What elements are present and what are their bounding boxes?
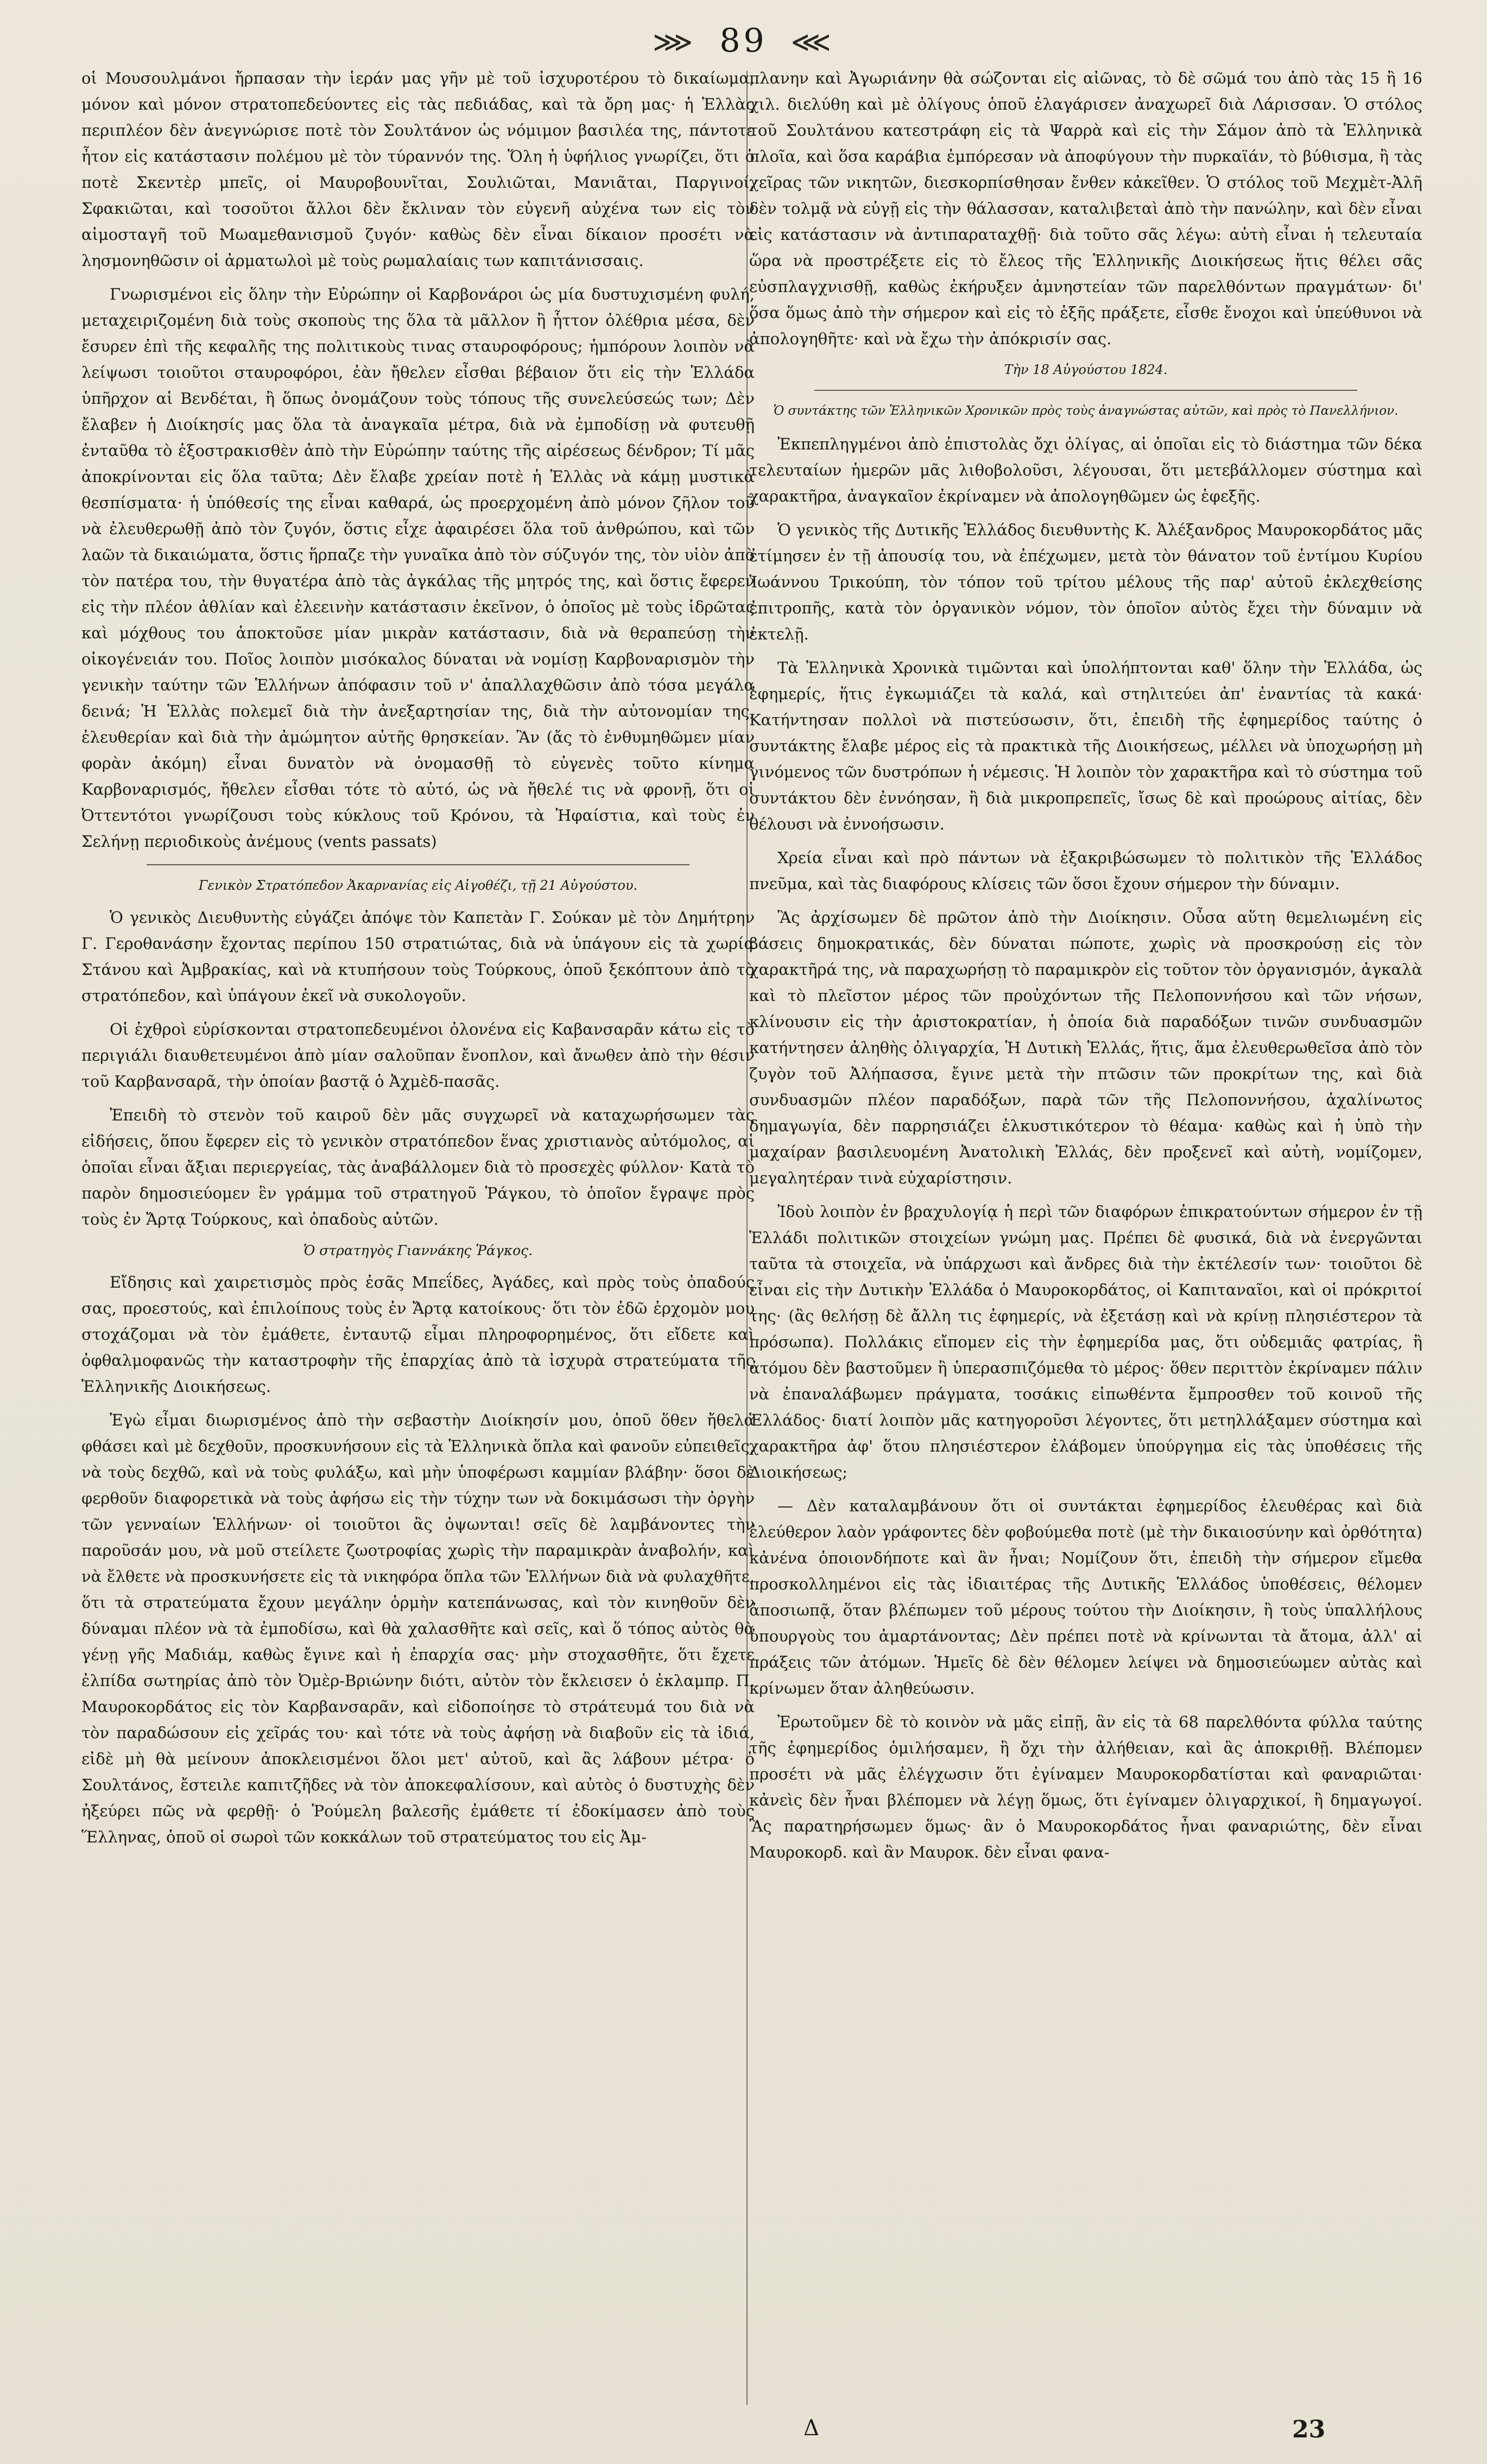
signature-mark: Δ (803, 2416, 819, 2441)
right-paragraph-8: — Δὲν καταλαμβάνουν ὅτι οἱ συντάκται ἐφημερίδος ἐλευθέρας καὶ διὰ ἐλεύθερον λαὸν γράφοντες δὲν φοβούμεθα ποτὲ (μὲ τὴν δικαιοσύνην καὶ ὀρθότητα) κἀνένα ὁποιονδήποτε καὶ ἂν ἦναι; Νομίζουν ὅτι, ἐπειδὴ τὴν σήμερον εἴμεθα προσκολλημένοι εἰς τὰς ἰδιαιτέρας τῆς Δυτικῆς Ἑλλάδος ὑποθέσεις, θέλομεν ἀποσιωπᾷ, ὅταν βλέπωμεν τοῦ μέρους τούτου τὴν Διοίκησιν, ἢ τοὺς ὑπαλλήλους ὑπουργοὺς του ἁμαρτάνοντας; Δὲν πρέπει ποτὲ νὰ κρίνωνται τὰ ἄτομα, ἀλλ' αἱ πράξεις τῶν ἀτόμων. Ἡμεῖς δὲ δὲν θέλομεν λείψει νὰ δημοσιεύωμεν αὐτὰς καὶ κρίνωμεν ὅταν ἀληθεύωσιν. (749, 1497, 1422, 1697)
left-paragraph-5: Ἐπειδὴ τὸ στενὸν τοῦ καιροῦ δὲν μᾶς συγχωρεῖ νὰ καταχωρήσωμεν τὰς εἰδήσεις, ὅπου ἔφερεν εἰς τὸ γενικὸν στρατόπεδον ἕνας χριστιανὸς αὐτόμολος, αἱ ὁποῖαι εἶναι ἄξιαι περιεργείας, τὰς ἀναβάλλομεν διὰ τὸ προσεχὲς φύλλον· Κατὰ τὸ παρὸν δημοσιεύομεν ἓν γράμμα τοῦ στρατηγοῦ Ῥάγκου, τὸ ὁποῖον ἔγραψε πρὸς τοὺς ἐν Ἄρτᾳ Τούρκους, καὶ ὀπαδοὺς αὐτῶν. (81, 1106, 755, 1228)
left-paragraph-4: Οἱ ἐχθροὶ εὑρίσκονται στρατοπεδευμένοι ὀλονένα εἰς Καβανσαρᾶν κάτω εἰς τὸ περιγιάλι διαυθετευμένοι ἀπὸ μίαν σαλοῦπαν ἔνοπλον, καὶ ἄνωθεν ἀπὸ τὴν θέσιν τοῦ Καρβανσαρᾶ, τὴν ὁποίαν βαστᾷ ὁ Ἀχμὲδ-πασᾶς. (81, 1020, 755, 1091)
right-ornament: ⋘ (790, 26, 834, 59)
section-rule (814, 390, 1357, 391)
section-rule (147, 864, 689, 865)
letter-signature: Ὁ στρατηγὸς Γιαννάκης Ῥάγκος. (303, 1243, 533, 1258)
left-paragraph-2: Γνωρισμένοι εἰς ὅλην τὴν Εὐρώπην οἱ Καρβονάροι ὡς μία δυστυχισμένη φυλή, μεταχειριζομένη διὰ τοὺς σκοποὺς της ὅλα τὰ μᾶλλον ἢ ἧττον ὀλέθρια μέσα, δὲν ἔσυρεν ἐπὶ τῆς κεφαλῆς της πολιτικοὺς τινας σταυροφόρους; ἠμπόρουν λοιπὸν νὰ λείψωσι τοιοῦτοι σταυροφόροι, ἐὰν ἤθελεν εἶσθαι βέβαιον ὅτι εἰς τὴν Ἑλλάδα ὑπῆρχον αἱ Βενδέται, ἢ ὅπως ὀνομάζουν τοὺς τόπους τῆς συνελεύσεώς των; Δὲν ἔλαβεν ἡ Διοίκησίς μας ὅλα τὰ ἀναγκαῖα μέτρα, διὰ νὰ ἐμποδίσῃ νὰ φυτευθῇ ἐνταῦθα τὸ ἐξοστρακισθὲν ἀπὸ τὴν Εὐρώπην ταύτης τῆς αἱρέσεως δένδρον; Τί μᾶς ἀποκρίνονται εἰς ὅλα ταῦτα; Δὲν ἔλαβε χρείαν ποτὲ ἡ Ἑλλὰς νὰ κάμῃ μυστικὰ θεσπίσματα· ἡ ὑπόθεσίς της εἶναι καθαρά, ὡς προερχομένη ἀπὸ μόνον ζῆλον τοῦ νὰ ἐλευθερωθῇ ἀπὸ τὸν ζυγόν, ὅστις εἶχε ἀφαιρέσει ὅλα τοῦ ἀνθρώπου, καὶ τῶν λαῶν τὰ δικαιώματα, ὅστις ἥρπαζε τὴν γυναῖκα ἀπὸ τὸν σύζυγόν της, τὸν υἱὸν ἀπὸ τὸν πατέρα του, τὴν θυγατέρα ἀπὸ τὰς ἀγκάλας τῆς μητρός της, καὶ ὅστις ἔφερεν εἰς τὴν πλέον ἀθλίαν καὶ ἐλεεινὴν κατάστασιν ἐκεῖνον, ὁ ὁποῖος μὲ τοὺς ἱδρῶτας καὶ μόχθους του ἀποκτοῦσε μίαν μικρὰν κατάστασιν, διὰ νὰ θεραπεύσῃ τὴν οἰκογένειάν του. Ποῖος λοιπὸν μισόκαλος δύναται νὰ νομίσῃ Καρβοναρισμὸν τὴν γενικὴν ταύτην τῶν Ἑλλήνων ἀπόφασιν τοῦ ν' ἀπαλλαχθῶσιν ἀπὸ τόσα μεγάλα δεινά; Ἡ Ἑλλὰς πολεμεῖ διὰ τὴν ἀνεξαρτησίαν της, διὰ τὴν αὐτονομίαν της, ἐλευθερίαν καὶ διὰ τὴν ἀμώμητον αὐτῆς θρησκείαν. Ἂν (ἄς τὸ ἐνθυμηθῶμεν μίαν φορὰν ἀκόμη) εἶναι δυνατὸν νὰ ὀνομασθῇ τὸ εὐγενὲς τοῦτο κίνημα Καρβοναρισμός, ἤθελεν εἶσθαι τότε τὸ αὐτό, ὡς νὰ ἤθελέ τις νὰ φρονῇ, ὅτι οἱ Ὀττεντότοι γνωρίζουσι τοὺς κύκλους τοῦ Κρόνου, τὰ Ἡφαίστια, καὶ τοὺς ἐν Σελήνῃ περιοδικοὺς ἀνέμους (vents passats) (81, 285, 755, 851)
page-number: 89 (719, 22, 768, 60)
right-paragraph-1: πλανην καὶ Ἀγωριάνην θὰ σώζονται εἰς αἰῶνας, τὸ δὲ σῶμά του ἀπὸ τὰς 15 ἢ 16 χιλ. διελύθη καὶ μὲ ὀλίγους ὁποῦ ἐλαγάρισεν ἀναχωρεῖ διὰ Λάρισσαν. Ὁ στόλος τοῦ Σουλτάνου κατεστράφη εἰς τὰ Ψαρρὰ καὶ εἰς τὴν Σάμον ἀπὸ τὰ Ἑλληνικὰ πλοῖα, καὶ ὅσα καράβια ἐμπόρεσαν νὰ ἀποφύγουν τὴν πυρκαϊάν, τὸ βύθισμα, ἢ τὰς χεῖρας τῶν νικητῶν, διεσκορπίσθησαν ἔνθεν κἀκεῖθεν. Ὁ στόλος τοῦ Μεχμὲτ-Ἀλῆ δὲν τολμᾷ νὰ εὐγῇ εἰς τὴν θάλασσαν, καταλιβεταὶ ἀπὸ τὴν πανώλην, καὶ δὲν εἶναι εἰς κατάστασιν νὰ ἀντιπαραταχθῇ· διὰ τοῦτο σᾶς λέγω: αὐτὴ εἶναι ἡ τελευταία ὥρα νὰ προστρέξετε εἰς τὸ ἔλεος τῆς Ἑλληνικῆς Διοικήσεως ἥτις θέλει σᾶς εὐσπλαγχνισθῇ, καθὼς ἐκήρυξεν ἀμνηστείαν τῶν παρελθόντων πραγμάτων· δι' ὅσα ὅμως ἀπὸ τὴν σήμερον καὶ εἰς τὸ ἑξῆς πράξετε, εἶσθε ἔνοχοι καὶ ὑπεύθυνοι νὰ ἀπολογηθῆτε· καὶ νὰ ἔχω τὴν ἀπόκρισίν σας. (749, 69, 1422, 348)
left-paragraph-3: Ὁ γενικὸς Διευθυντὴς εὐγάζει ἀπόψε τὸν Καπετὰν Γ. Σούκαν μὲ τὸν Δημήτρην Γ. Γεροθανάσην ἔχοντας περίπου 150 στρατιώτας, διὰ νὰ ὑπάγουν εἰς τὰ χωρία Στάνου καὶ Ἀμβρακίας, καὶ νὰ κτυπήσουν τοὺς Τούρκους, ὁποῦ ξεκόπτουν ἀπὸ τὸ στρατόπεδον, καὶ ὑπάγουν ἐκεῖ νὰ συκολογοῦν. (81, 908, 755, 1005)
editorial-heading: Ὁ συντάκτης τῶν Ἑλληνικῶν Χρονικῶν πρὸς τοὺς ἀναγνώστας αὐτῶν, καὶ πρὸς τὸ Πανελλήνιον. (773, 404, 1399, 418)
letter-date: Τὴν 18 Αὐγούστου 1824. (1004, 362, 1168, 377)
sheet-number: 23 (1292, 2416, 1326, 2443)
right-paragraph-3: Ὁ γενικὸς τῆς Δυτικῆς Ἑλλάδος διευθυντὴς Κ. Ἀλέξανδρος Μαυροκορδάτος μᾶς ἐτίμησεν ἐν τῇ ἀπουσίᾳ του, νὰ ἐπέχωμεν, μετὰ τὸν θάνατον τοῦ ἐντίμου Κυρίου Ἰωάννου Τρικούπη, τὸν τόπον τοῦ τρίτου μέλους τῆς παρ' αὐτοῦ ἐκλεχθείσης ἐπιτροπῆς, κατὰ τὸν ὀργανικὸν νόμον, τὸν ὁποῖον αὐτὸς ἔχει τὴν δύναμιν νὰ ἐκτελῇ. (749, 521, 1422, 643)
camp-dateline: Γενικὸν Στρατόπεδον Ἀκαρνανίας εἰς Αἰγοθέζι, τῇ 21 Αὐγούστου. (198, 878, 638, 893)
right-column (749, 65, 1422, 2416)
right-paragraph-6: Ἂς ἀρχίσωμεν δὲ πρῶτον ἀπὸ τὴν Διοίκησιν. Οὖσα αὕτη θεμελιωμένη εἰς βάσεις δημοκρατικάς, δὲν δύναται πώποτε, χωρὶς νὰ προσκρούσῃ εἰς τὸν χαρακτῆρά της, νὰ παραχωρήσῃ τὸ παραμικρὸν εἰς τοῦτον τὸν ὀργανισμόν, ἀγκαλὰ καὶ τὸ πλεῖστον μέρος τῶν προὐχόντων τῆς Πελοποννήσου καὶ τῶν νήσων, κλίνουσιν εἰς τὴν ἀριστοκρατίαν, ἡ ὁποία διὰ παραδόξων τινῶν συνδυασμῶν κατήντησεν ἀληθὴς ὀλιγαρχία, Ἡ Δυτικὴ Ἑλλάς, ἥτις, ἅμα ἐλευθερωθεῖσα ἀπὸ τὸν ζυγὸν τοῦ Ἀλήπασσα, ἔγινε μετὰ τὴν πτῶσιν τῶν προκρίτων της, καὶ διὰ συνδυασμῶν πλέον παραδόξων, παρὰ τῶν τῆς Πελοποννήσου, ἀχαλίνωτος δημαγωγία, δὲν παρρησιάζει ἑλκυστικότερον τὸ θέαμα· καθὼς καὶ ἡ ὑπὸ τὴν μαχαίραν βασιλευομένη Ἀνατολικὴ Ἑλλάς, δὲν προξενεῖ καὶ αὐτὴ, νομίζομεν, μεγαλητέραν τινὰ εὐχαρίστησιν. (749, 908, 1422, 1187)
right-paragraph-7: Ἰδοὺ λοιπὸν ἐν βραχυλογίᾳ ἡ περὶ τῶν διαφόρων ἐπικρατούντων σήμερον ἐν τῇ Ἑλλάδι πολιτικῶν στοιχείων γνώμη μας. Πρέπει δὲ φυσικά, διὰ νὰ ἐνεργῶνται ταῦτα τὰ στοιχεῖα, νὰ ὑπάρχωσι καὶ ἄνδρες διὰ τὴν ἐκτέλεσίν των· τοιοῦτοι δὲ εἶναι εἰς τὴν Δυτικὴν Ἑλλάδα ὁ Μαυροκορδάτος, οἱ Καπιταναῖοι, καὶ οἱ πρόκριτοί της· (ἂς θελήσῃ δὲ ἄλλη τις ἐφημερίς, νὰ ἐξετάσῃ καὶ νὰ κρίνῃ πλησιέστερον τὰ πρόσωπα). Πολλάκις εἴπομεν εἰς τὴν ἐφημερίδα μας, ὅτι οὐδεμιᾶς φατρίας, ἢ ἀτόμου δὲν βαστοῦμεν ἢ ὑπερασπιζόμεθα τὸ μέρος· ὅθεν περιττὸν ἐκρίναμεν πάλιν νὰ ἐπαναλάβωμεν πράγματα, τοσάκις εἰπωθέντα ἔμπροσθεν τοῦ κοινοῦ τῆς Ἑλλάδος· διατί λοιπὸν μᾶς κατηγοροῦσι λέγοντες, ὅτι μετηλλάξαμεν σύστημα καὶ χαρακτῆρα ἀφ' ὅτου πλησιέστερον ἐλάβομεν ὑπούργημα εἰς τὰς ὑποθέσεις τῆς Διοικήσεως; (749, 1202, 1422, 1481)
right-paragraph-2: Ἐκπεπληγμένοι ἀπὸ ἐπιστολὰς ὄχι ὀλίγας, αἱ ὁποῖαι εἰς τὸ διάστημα τῶν δέκα τελευταίων ἡμερῶν μᾶς λιθοβολοῦσι, λέγουσαι, ὅτι μετεβάλλομεν σύστημα καὶ χαρακτῆρα, ἀναγκαῖον ἐκρίναμεν νὰ ἀπολογηθῶμεν ὡς ἑφεξῆς. (749, 435, 1422, 505)
right-paragraph-5: Χρεία εἶναι καὶ πρὸ πάντων νὰ ἐξακριβώσωμεν τὸ πολιτικὸν τῆς Ἑλλάδος πνεῦμα, καὶ τὰς διαφόρους κλίσεις τῶν ὅσοι ἔχουν σήμερον τὴν δύναμιν. (749, 848, 1422, 893)
left-column (81, 65, 755, 2416)
left-paragraph-6: Εἴδησις καὶ χαιρετισμὸς πρὸς ἐσᾶς Μπεΐδες, Ἀγάδες, καὶ πρὸς τοὺς ὀπαδούς σας, προεστούς, καὶ ἐπιλοίπους τοὺς ἐν Ἄρτᾳ κατοίκους· ὅτι τὸν ἐδῶ ἐρχομὸν μου στοχάζομαι νὰ τὸν ἐμάθετε, ἐνταυτῷ εἶμαι πληροφορημένος, ὅτι εἴδετε καὶ ὀφθαλμοφανῶς τὴν καταστροφὴν τῆς ἐπαρχίας ἀπὸ τὰ ἰσχυρὰ στρατεύματα τῆς Ἑλληνικῆς Διοικήσεως. (81, 1273, 755, 1396)
page-header (0, 16, 1487, 65)
right-paragraph-4: Τὰ Ἑλληνικὰ Χρονικὰ τιμῶνται καὶ ὑπολήπτονται καθ' ὅλην τὴν Ἑλλάδα, ὡς ἐφημερίς, ἥτις ἐγκωμιάζει τὰ καλά, καὶ στηλιτεύει ἀπ' ἐναντίας τὰ κακά· Κατήντησαν πολλοὶ νὰ πιστεύσωσιν, ὅτι, ἐπειδὴ τῆς ἐφημερίδος ταύτης ὁ συντάκτης ἔλαβε μέρος εἰς τὰ πρακτικὰ τῆς Διοικήσεως, μέλλει νὰ ὑποχωρήσῃ μὴ γινόμενος τῶν δυστρόπων ἡ νέμεσις. Ἡ λοιπὸν τὸν χαρακτῆρα καὶ τὸ σύστημα τοῦ συντάκτου δὲν ἐννόησαν, ἢ διὰ μικροπρεπεῖς, ἴσως δὲ καὶ προώρους αἰτίας, δὲν θέλουσι νὰ ἐννοήσωσιν. (749, 658, 1422, 833)
left-paragraph-1: οἱ Μουσουλμάνοι ἤρπασαν τὴν ἱεράν μας γῆν μὲ τοῦ ἰσχυροτέρου τὸ δικαίωμα, μόνον καὶ μόνον στρατοπεδεύοντες εἰς τὰς πεδιάδας, καὶ τὰ ὄρη μας· ἡ Ἑλλὰς περιπλέον δὲν ἀνεγνώρισε ποτὲ τὸν Σουλτάνον ὡς νόμιμον βασιλέα της, πάντοτε ἦτον εἰς κατάστασιν πολέμου μὲ τὸν τύραννόν της. Ὅλη ἡ ὑφήλιος γνωρίζει, ὅτι ὁ ποτὲ Σκεντὲρ μπεῖς, οἱ Μαυροβουνῖται, Σουλιῶται, Μανιᾶται, Παργινοί, Σφακιῶται, καὶ τοσοῦτοι ἄλλοι δὲν ἔκλιναν τὸν εὐγενῆ αὐχένα των εἰς τὸν αἱμοσταγῆ τοῦ Μωαμεθανισμοῦ ζυγόν· καθὼς δὲν εἶναι δίκαιον προσέτι νὰ λησμονηθῶσιν οἱ ἀρματωλοὶ μὲ τοὺς ρωμαλαίαις των καπιτάνισσαις. (81, 69, 755, 270)
left-ornament: ⋙ (653, 26, 697, 59)
right-paragraph-9: Ἐρωτοῦμεν δὲ τὸ κοινὸν νὰ μᾶς εἰπῇ, ἂν εἰς τὰ 68 παρελθόντα φύλλα ταύτης τῆς ἐφημερίδος ὁμιλήσαμεν, ἢ ὄχι τὴν ἀλήθειαν, καὶ ἂς ἀποκριθῇ. Βλέπομεν προσέτι νὰ μᾶς ἐλέγχωσιν ὅτι ἐγίναμεν Μαυροκορδατίσται καὶ φαναριῶται· κἀνεὶς δὲν ἦναι βλέπομεν νὰ λέγῃ ὅμως, ὅτι ἐγίναμεν ὀλιγαρχικοί, ἢ δημαγωγοί. Ἂς παρατηρήσωμεν ὅμως· ἂν ὁ Μαυροκορδάτος ἦναι φαναριώτης, δὲν εἶναι Μαυροκορδ. καὶ ἂν Μαυροκ. δὲν εἶναι φανα- (749, 1713, 1422, 1861)
left-paragraph-7: Ἐγὼ εἶμαι διωρισμένος ἀπὸ τὴν σεβαστὴν Διοίκησίν μου, ὁποῦ ὅθεν ἤθελα φθάσει καὶ μὲ δεχθοῦν, προσκυνήσουν εἰς τὰ Ἑλληνικὰ ὅπλα καὶ φανοῦν εὐπειθεῖς, νὰ τοὺς δεχθῶ, καὶ νὰ τοὺς φυλάξω, καὶ μὴν ὑποφέρωσι καμμίαν βλάβην· ὅσοι δὲ φερθοῦν διαφορετικὰ νὰ τοὺς ἀφήσω εἰς τὴν τύχην των νὰ δοκιμάσωσι τὴν ὀργὴν τῶν γενναίων Ἑλλήνων· οἱ τοιοῦτοι ἂς ὀψωνται! σεῖς δὲ λαμβάνοντες τὴν παροῦσάν μου, νὰ μοῦ στείλετε ζωοτροφίας χωρὶς τὴν παραμικρὰν ἀναβολήν, καὶ νὰ ἔλθετε νὰ προσκυνήσετε εἰς τὰ νικηφόρα ὅπλα τῶν Ἑλλήνων διὰ νὰ φυλαχθῆτε, ὅτι τὰ στρατεύματα ἔχουν μεγάλην ὁρμὴν κατεπάνωσας, καὶ τὸν κινηθοῦν δὲν δύναμαι πλέον νὰ τὰ ἐμποδίσω, καὶ θὰ χαλασθῆτε καὶ σεῖς, καὶ ὅ τόπος αὐτὸς θὰ γένῃ γῆς Μαδιάμ, καθὼς ἔγινε καὶ ἡ ἐπαρχία σας· μὴν στοχασθῆτε, ὅτι ἔχετε ἐλπίδα σωτηρίας ἀπὸ τὸν Ὀμὲρ-Βριώνην διότι, αὐτὸν τὸν ἔκλεισεν ὁ ἐκλαμπρ. Π. Μαυροκορδάτος εἰς τὸν Καρβανσαρᾶν, καὶ εἰδοποίησε τὸ στράτευμά του διὰ νὰ τὸν παραδώσουν εἰς χεῖράς του· καὶ τότε νὰ τοὺς ἀφήσῃ νὰ διαβοῦν εἰς τὰ ἰδιά, εἰδὲ μὴ θὰ μείνουν ἀποκλεισμένοι ὅλοι μετ' αὐτοῦ, καὶ ἂς λάβουν μέτρα· ὁ Σουλτάνος, ἔστειλε καπιτζῆδες νὰ τὸν ἀποκεφαλίσουν, καὶ αὐτὸς ὁ δυστυχὴς δὲν ἠξεύρει πῶς νὰ φερθῇ· ὁ Ῥούμελη βαλεσῆς ἐμάθετε τί ἐδοκίμασεν ἀπὸ τοὺς Ἕλληνας, ὁποῦ οἱ σωροὶ τῶν κοκκάλων τοῦ στρατεύματος του εἰς Ἀμ- (81, 1411, 755, 1846)
